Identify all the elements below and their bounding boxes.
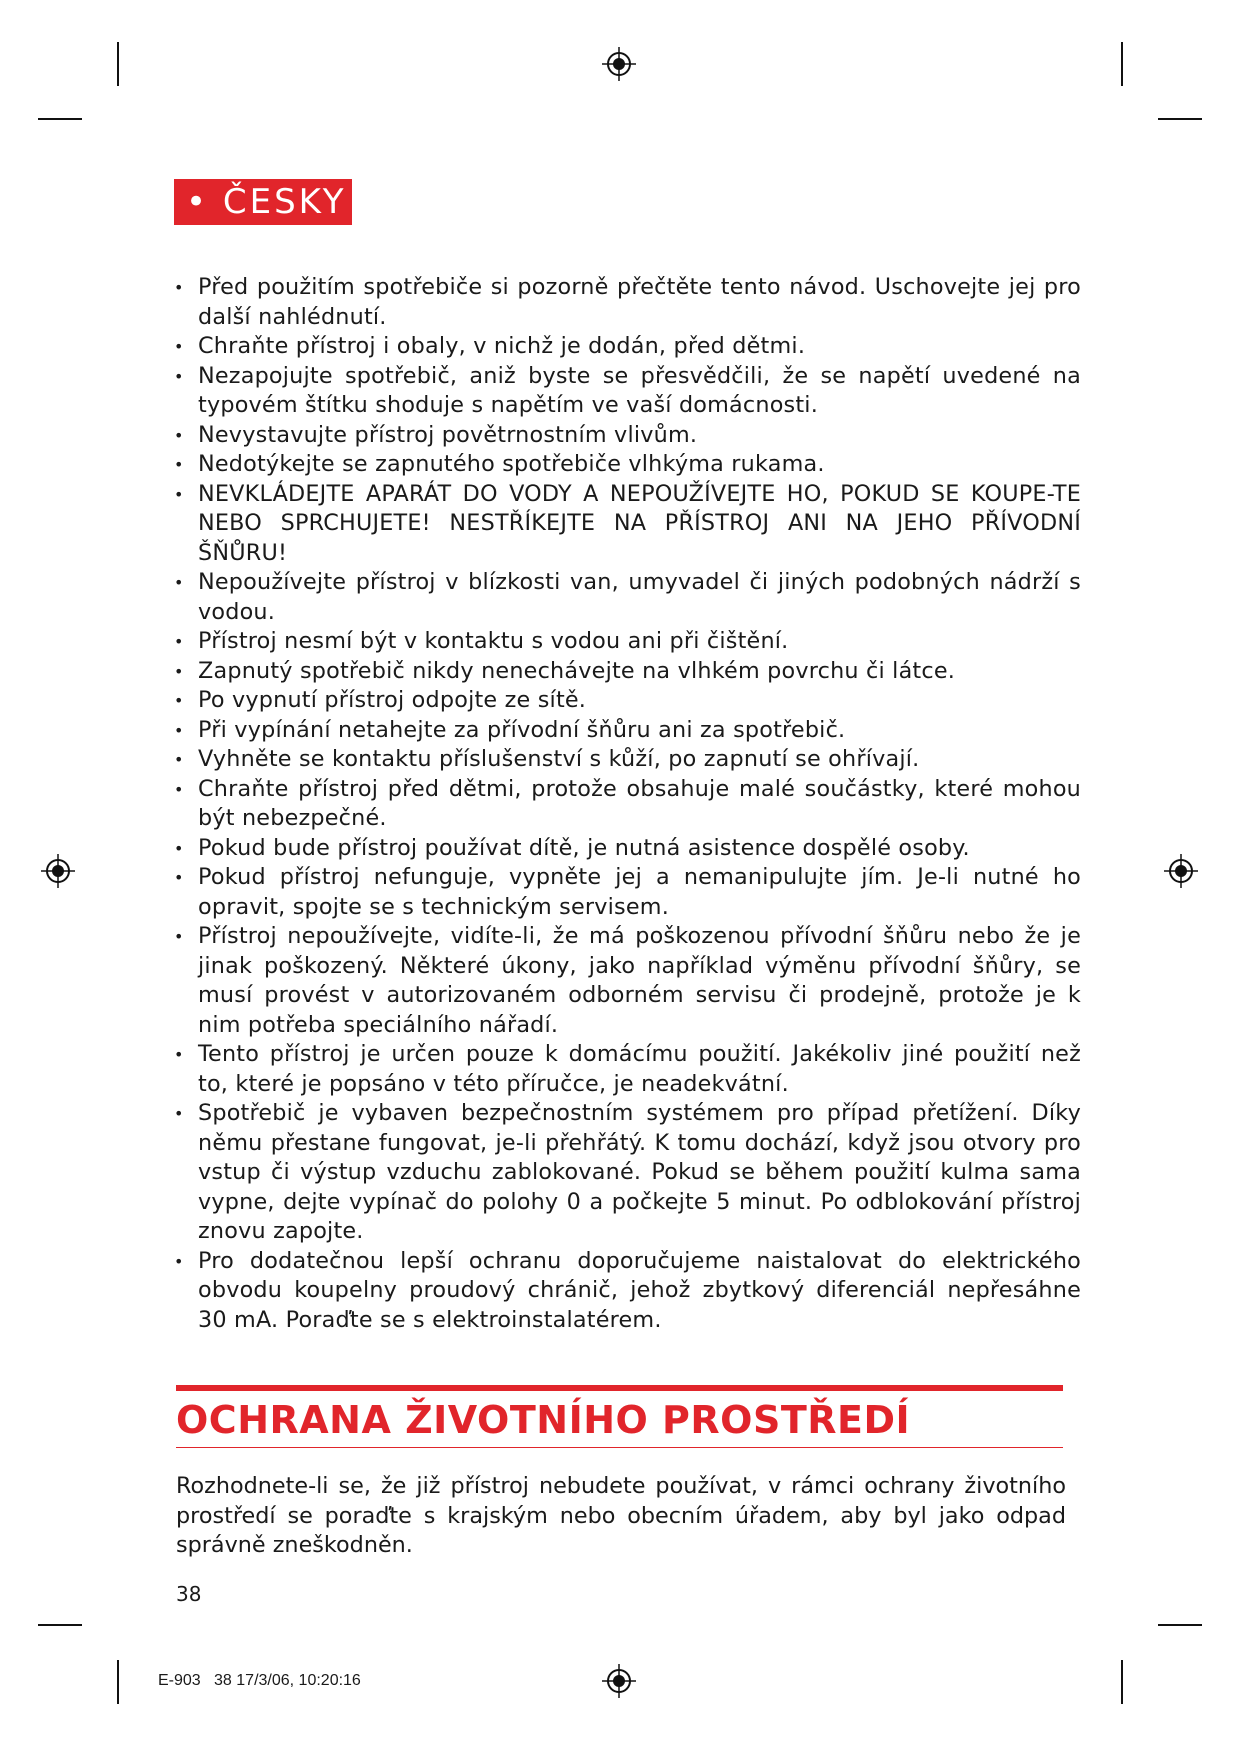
list-item-text: • Při vypínání netahejte za přívodní šňůru ani za spotřebič. [198, 716, 846, 743]
list-item [176, 686, 1081, 716]
list-item [176, 1099, 1081, 1247]
page-number: 38 [176, 1582, 202, 1606]
list-item [176, 450, 1081, 480]
crop-mark [1158, 118, 1202, 120]
list-item [176, 834, 1081, 864]
list-item-text: • Tento přístroj je určen pouze k domácímu použití. Jakékoliv jiné použití než to, které je popsáno v této příručce, je neadekvátní. [198, 1041, 1081, 1097]
crop-mark [1158, 1624, 1202, 1626]
list-item-text: • Přístroj nesmí být v kontaktu s vodou ani při čištění. [198, 628, 789, 654]
section-title: OCHRANA ŽIVOTNÍHO PROSTŘEDÍ [176, 1398, 911, 1442]
list-item-text: • Pokud přístroj nefunguje, vypněte jej a nemanipulujte jím. Je-li nutné ho opravit, spojte se s technickým servisem. [198, 864, 1081, 920]
list-item-text: • Chraňte přístroj před dětmi, protože obsahuje malé součástky, které mohou být nebezpečné. [198, 775, 1081, 831]
language-tab: • ČESKY [174, 179, 352, 225]
list-item-text: • NEVKLÁDEJTE APARÁT DO VODY A NEPOUŽÍVEJTE HO, POKUD SE KOUPE-TE NEBO SPRCHUJETE! NESTŘÍKEJTE NA PŘÍSTROJ ANI NA JEHO PŘÍVODNÍ ŠŇŮRU! [198, 480, 1081, 566]
section-rule-top [176, 1385, 1063, 1391]
list-item-text: • Vyhněte se kontaktu příslušenství s kůží, po zapnutí se ohřívají. [198, 746, 920, 772]
list-item-text: • Nepoužívejte přístroj v blízkosti van, umyvadel či jiných podobných nádrží s vodou. [198, 569, 1081, 625]
list-item [176, 716, 1081, 746]
list-item [176, 745, 1081, 775]
crop-mark [117, 42, 119, 86]
list-item-text: • Přístroj nepoužívejte, vidíte-li, že má poškozenou přívodní šňůru nebo že je jinak poškozený. Některé úkony, jako například výměnu přívodní šňůry, se musí provést v autorizovaném odborném servisu či prodejně, protože je k nim potřeba speciálního nářadí. [198, 923, 1081, 1038]
list-item-text: • Před použitím spotřebiče si pozorně přečtěte tento návod. Uschovejte jej pro další nahlédnutí. [198, 274, 1081, 330]
list-item-text: • Chraňte přístroj i obaly, v nichž je dodán, před dětmi. [198, 333, 806, 359]
crop-mark [1121, 1660, 1123, 1704]
list-item-text: • Nevystavujte přístroj povětrnostním vlivům. [198, 421, 698, 448]
list-item [176, 1247, 1081, 1336]
list-item-text: • Pokud bude přístroj používat dítě, je nutná asistence dospělé osoby. [198, 834, 970, 861]
list-item-text: • Pro dodatečnou lepší ochranu doporučujeme naistalovat do elektrického obvodu koupelny proudový chránič, jehož zbytkový diferenciál nepřesáhne 30 mA. Poraďte se s elektroinstalatérem. [198, 1247, 1081, 1333]
registration-mark-icon [602, 47, 636, 81]
list-item [176, 273, 1081, 332]
list-item [176, 480, 1081, 569]
registration-mark-icon [602, 1664, 636, 1698]
safety-instructions [176, 273, 1081, 1335]
section-rule-bottom [176, 1447, 1063, 1448]
list-item [176, 922, 1081, 1040]
list-item-text: • Po vypnutí přístroj odpojte ze sítě. [198, 687, 587, 713]
crop-mark [38, 1624, 82, 1626]
list-item-text: • Nedotýkejte se zapnutého spotřebiče vlhkýma rukama. [198, 451, 825, 477]
crop-mark [38, 118, 82, 120]
print-footer: E-903 38 17/3/06, 10:20:16 [158, 1672, 361, 1689]
list-item-text: • Zapnutý spotřebič nikdy nenechávejte na vlhkém povrchu či látce. [198, 657, 956, 684]
list-item [176, 568, 1081, 627]
list-item [176, 775, 1081, 834]
list-item [176, 421, 1081, 451]
list-item-text: • Spotřebič je vybaven bezpečnostním systémem pro případ přetížení. Díky němu přestane fungovat, je-li přehřátý. K tomu dochází, když jsou otvory pro vstup či výstup vzduchu zablokované. Pokud se během použití kulma sama vypne, dejte vypínač do polohy 0 a počkejte 5 minut. Po odblokování přístroj znovu zapojte. [198, 1100, 1081, 1244]
list-item [176, 332, 1081, 362]
environment-paragraph: Rozhodnete-li se, že již přístroj nebudete používat, v rámci ochrany životního prostředí se poraďte s krajským nebo obecním úřadem, aby byl jako odpad správně zneškodněn. [176, 1473, 1066, 1558]
list-item [176, 657, 1081, 687]
safety-list [176, 273, 1081, 1335]
list-item [176, 627, 1081, 657]
list-item-text: • Nezapojujte spotřebič, aniž byste se přesvědčili, že se napětí uvedené na typovém štítku shoduje s napětím ve vaší domácnosti. [198, 362, 1081, 418]
registration-mark-icon [1164, 854, 1198, 888]
list-item [176, 863, 1081, 922]
list-item [176, 362, 1081, 421]
list-item [176, 1040, 1081, 1099]
crop-mark [1121, 42, 1123, 86]
registration-mark-icon [41, 854, 75, 888]
crop-mark [117, 1660, 119, 1704]
